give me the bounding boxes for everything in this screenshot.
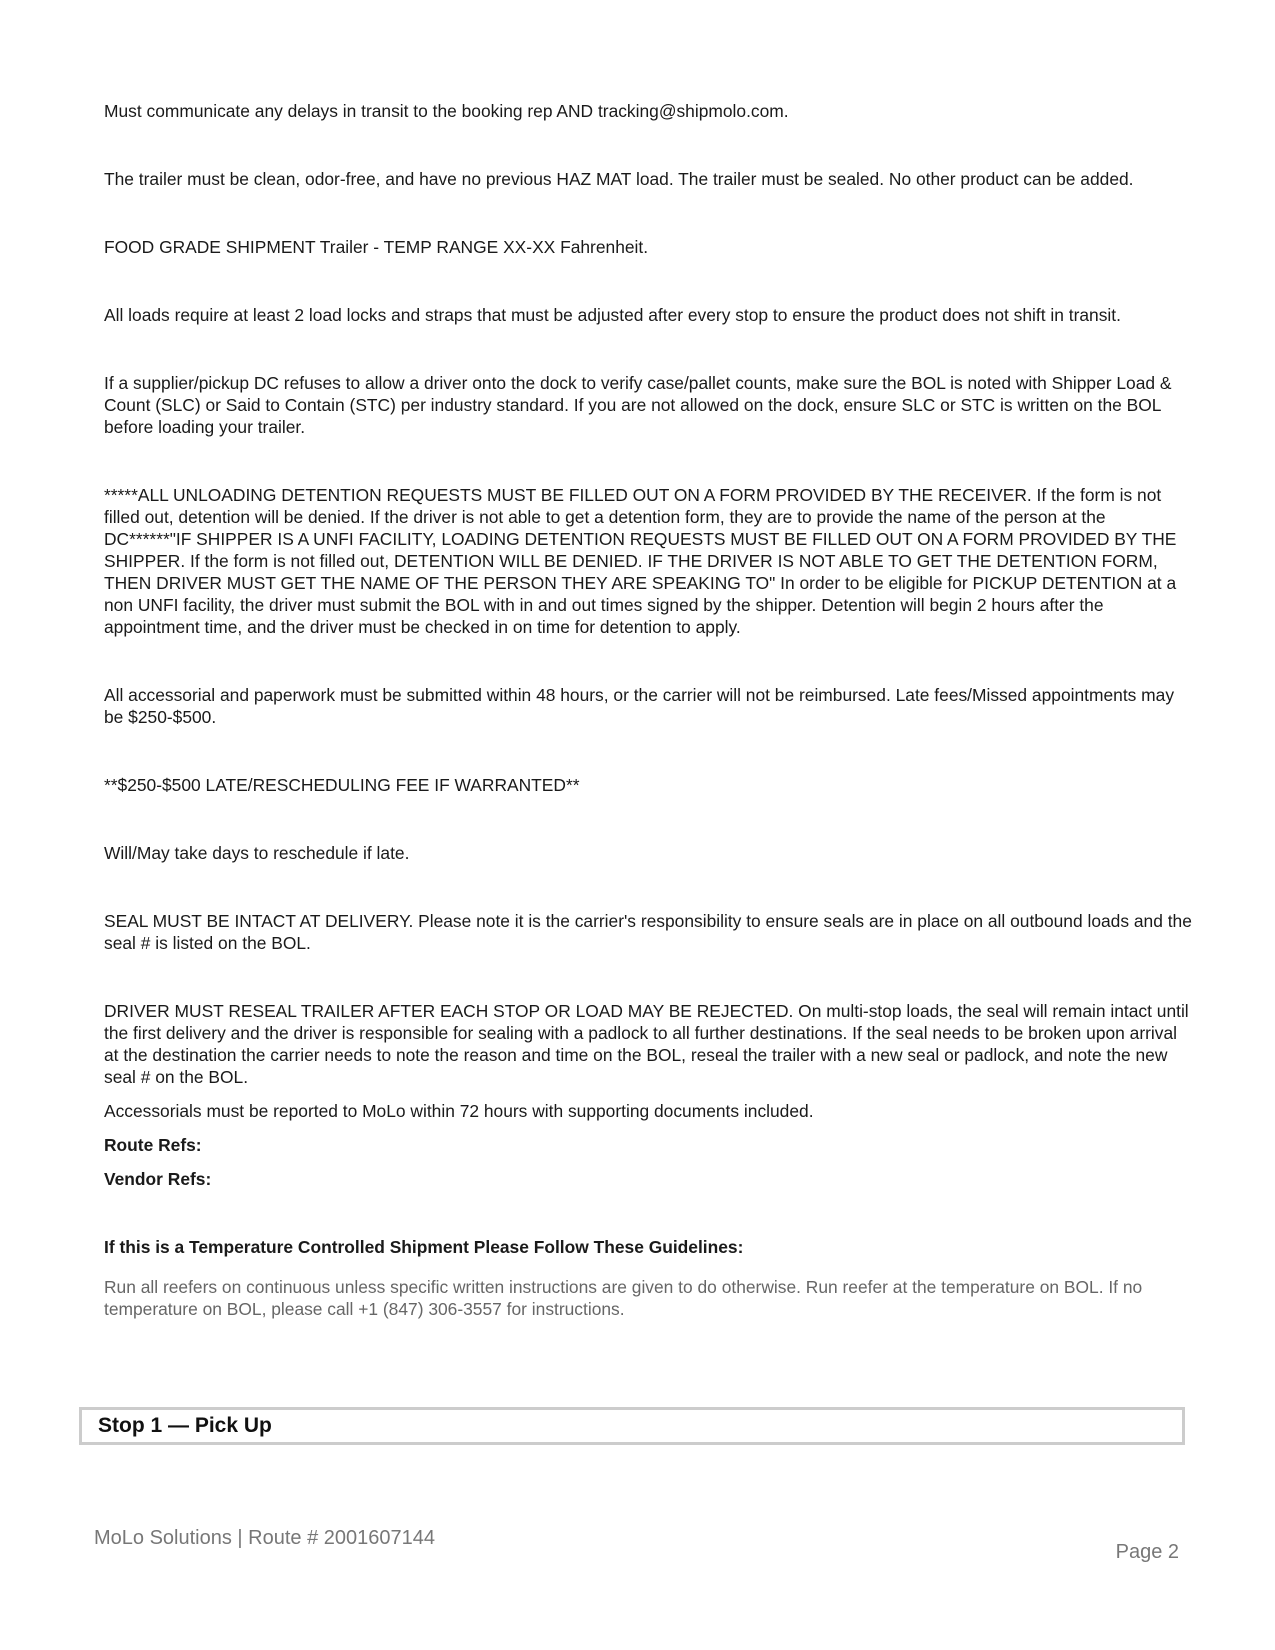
footer-route: MoLo Solutions | Route # 2001607144 [94,1527,436,1549]
paragraph-dock-verify: If a supplier/pickup DC refuses to allow a driver onto the dock to verify case/pallet counts, make sure the BOL is noted with Shipper Load & Count (SLC) or Said to Contain (STC) per industry standard. If you are not allowed on the dock, ensure SLC or STC is written on the BOL before loading your trailer. [104,373,1172,437]
paragraph-reseal: DRIVER MUST RESEAL TRAILER AFTER EACH STOP OR LOAD MAY BE REJECTED. On multi-stop loads, the seal will remain intact until the first delivery and the driver is responsible for sealing with a padlock to all further destinations. If the seal needs to be broken upon arrival at the destination the carrier needs to note the reason and time on the BOL, reseal the trailer with a new seal or padlock, and note the new seal # on the BOL. [104,1001,1189,1087]
paragraph-reschedule: Will/May take days to reschedule if late. [104,843,410,863]
route-refs-label: Route Refs: [104,1135,202,1155]
stop-title: Stop 1 — Pick Up [98,1414,272,1437]
paragraph-detention: *****ALL UNLOADING DETENTION REQUESTS MUST BE FILLED OUT ON A FORM PROVIDED BY THE RECEIVER. If the form is not filled out, detention will be denied. If the driver is not able to get a detention form, they are to provide the name of the person at the DC******"IF SHIPPER IS A UNFI FACILITY, LOADING DETENTION REQUESTS MUST BE FILLED OUT ON A FORM PROVIDED BY THE SHIPPER. If the form is not filled out, DETENTION WILL BE DENIED. IF THE DRIVER IS NOT ABLE TO GET THE DETENTION FORM, THEN DRIVER MUST GET THE NAME OF THE PERSON THEY ARE SPEAKING TO" In order to be eligible for PICKUP DETENTION at a non UNFI facility, the driver must submit the BOL with in and out times signed by the shipper. Detention will begin 2 hours after the appointment time, and the driver must be checked in on time for detention to apply. [104,485,1177,637]
stop-section-header [79,1407,1185,1445]
paragraph-seal-intact: SEAL MUST BE INTACT AT DELIVERY. Please note it is the carrier's responsibility to ensure seals are in place on all outbound loads and the seal # is listed on the BOL. [104,911,1192,953]
paragraph-accessorial-48h: All accessorial and paperwork must be submitted within 48 hours, or the carrier will not be reimbursed. Late fees/Missed appointments may be $250-$500. [104,685,1175,727]
temperature-heading: If this is a Temperature Controlled Shipment Please Follow These Guidelines: [104,1237,744,1257]
paragraph-trailer-clean: The trailer must be clean, odor-free, and have no previous HAZ MAT load. The trailer must be sealed. No other product can be added. [104,169,1134,189]
vendor-refs-label: Vendor Refs: [104,1169,212,1189]
paragraph-load-locks: All loads require at least 2 load locks and straps that must be adjusted after every stop to ensure the product does not shift in transit. [104,305,1121,325]
page-number: Page 2 [1115,1541,1179,1563]
paragraph-food-grade: FOOD GRADE SHIPMENT Trailer - TEMP RANGE XX-XX Fahrenheit. [104,237,649,257]
temperature-note: Run all reefers on continuous unless specific written instructions are given to do otherwise. Run reefer at the temperature on BOL. If no temperature on BOL, please call +1 (847) 306-3557 for instructions. [104,1277,1143,1319]
paragraph-accessorials-72h: Accessorials must be reported to MoLo within 72 hours with supporting documents included. [104,1101,814,1121]
paragraph-late-fee: **$250-$500 LATE/RESCHEDULING FEE IF WARRANTED** [104,775,580,795]
paragraph-delays: Must communicate any delays in transit to the booking rep AND tracking@shipmolo.com. [104,101,789,121]
document-body [104,100,1196,1342]
